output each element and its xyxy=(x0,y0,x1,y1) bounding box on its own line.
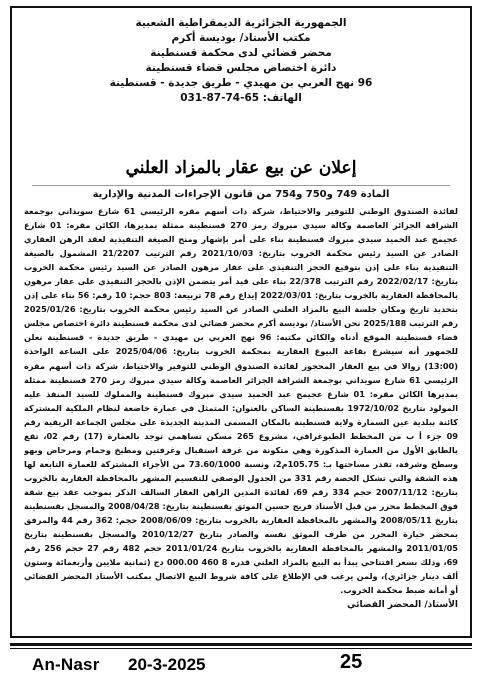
law-reference: المادة 749 و750 و754 من قانون الإجراءات المدنية والإدارية xyxy=(92,189,390,200)
issue-date: 20-3-2025 xyxy=(128,655,206,674)
header-line-bailiff: محضر قضائي لدى محكمة قسنطينة xyxy=(150,47,332,59)
header-line-jurisdiction: دائرة اختصاص مجلس قضاء قسنطينة xyxy=(145,62,337,74)
newspaper-footer xyxy=(10,643,472,693)
notice-header xyxy=(12,16,470,106)
header-line-phone: الهاتف: 65-74-87-031 xyxy=(180,92,302,104)
notice-body-text: لفائدة الصندوق الوطني للتوفير والاحتياط، شركة ذات أسهم مقره الرئيسي 61 شارع سويداني بوجمعة الشراقة الجزائر العاصمة وكالة سيدي مبروك رمز 270 قسنطينة ممثلة بمديرها، الكائن مقره: 01 شارع عجيمج عبد الحميد سيدي مبروك قسنطينة بناء على أمر بإشهار ومنح الصيغة التنفيذية لعقد الرهن العقاري الصادر عن السيد رئيس محكمة الخروب بتاريخ: 2021/10/03 رقم الترتيب 21/2207 المشمول بالصيغة التنفيذية بناء على إذن بتوقيع الحجز التنفيذي على عقار مرهون الصادر عن السيد رئيس محكمة الخروب بتاريخ: 2022/02/17 رقم الترتيب 22/378 بناء على قيد أمر يتضمن الإذن بالحجز التنفيذي على عقار مرهون بالمحافظة العقارية بالخروب بتاريخ: 2022/03/01 إيداع رقم 78 تربيعة: 803 حجم: 10 رقم: 56 بناء على إذن بتحديد تاريخ ومكان جلسة البيع بالمزاد العلني الصادر عن السيد رئيس محكمة الخروب بتاريخ: 2025/01/26 رقم الترتيب 2025/188 نحن الأستاذ/ بوديسة أكرم محضر قضائي لدى محكمة قسنطينة دائرة اختصاص مجلس قضاء قسنطينة الموقع أدناه والكائن مكتبه: 96 نهج العربي بن مهيدي - طريق جديدة - قسنطينة نعلن للجمهور أنه سيشرع بقاعة البيوع العقارية بمحكمة الخروب بتاريخ: 2025/04/06 على الساعة الواحدة (13:00) زوالا في بيع العقار المحجوز لفائدة الصندوق الوطني للتوفير والاحتياط، شركة ذات أسهم مقره الرئيسي 61 شارع سويداني بوجمعة الشراقة الجزائر العاصمة وكالة سيدي مبروك رمز 270 قسنطينة ممثلة بمديرها الكائن مقره: 01 شارع عجيمج عبد الحميد سيدي مبروك قسنطينة والمملوك للسيد المنفذ عليه المولود بتاريخ 1972/10/02 بقسنطينة الساكن بالعنوان: المتمثل في عمارة خاضعة لنظام الملكية المشتركة كائنة ببلدية عين السمارة ولاية قسنطينة بالمكان المسمى المدينة الجديدة على مجلس الجماعة الريفية رقم 09 جزء أ ب من المخطط الطبوغرافي، مشروع 265 مسكن تساهمي توجد بالعمارة (17) رقم 02، تقع بالطابق الأول من العمارة المذكورة وهي متكونة من غرفة استقبال وغرفتين ومطبخ وحمام ومرحاض وبهو وسطح وشرفة، تقدر مساحتها بـ: 105.75م2، ونسبة 73.60/1000 من الأجزاء المشتركة للعمارة التابعة لها هذه الشقة والتي تشكل الحصة رقم 331 من الجدول الوصفي للتقسيم المشهر بالمحافظة العقارية بالخروب بتاريخ: 2007/11/12 حجم 334 رقم 69، لفائدة المدين الراهن العقار السالف الذكر بموجب عقد بيع شقة فوق المخطط محرر من قبل الأستاذ فريج حسين الموثق بقسنطينة بتاريخ: 2008/04/28 والمسجل بقسنطينة بتاريخ 2008/05/11 والمشهر بالمحافظة العقارية بالخروب بتاريخ: 2008/06/09 حجم: 362 رقم 44 والمرفق بمحضر حيازة المحرر من طرف الموثق نفسه والصادر بتاريخ 2010/12/27 والمسجل بقسنطينة بتاريخ 2011/01/05 والمشهر بالمحافظة العقارية بالخروب بتاريخ 2011/01/24 حجم 482 رقم 27 حجم 256 رقم 69، وذلك بسعر افتتاحي يبدأ به البيع بالمزاد العلني قدره 8 460 000.00 دج (ثمانية ملايين وأربعمائة وستون ألف دينار جزائري)، ولمن يرغب في الإطلاع على كافة شروط البيع الاتصال بمكتب الأستاذ المحضر القضائي أو أمانة ضبط محكمة الخروب. xyxy=(24,206,458,596)
newspaper-name: An-Nasr xyxy=(32,655,100,674)
divider xyxy=(32,185,450,186)
page-number: 25 xyxy=(340,651,363,673)
footer-thick-rule xyxy=(10,643,472,646)
signature-line: الأستاذ/ المحضر القضائي xyxy=(347,600,458,610)
footer-thin-rule xyxy=(10,648,472,649)
header-line-address: 96 نهج العربي بن مهيدي - طريق جديدة - قسنطينة xyxy=(109,77,373,89)
header-line-office: مكتب الأستاذ/ بوديسة أكرم xyxy=(171,32,311,44)
header-line-republic: الجمهورية الجزائرية الديمقراطية الشعبية xyxy=(135,17,347,29)
notice-title: إعلان عن بيع عقار بالمزاد العلني xyxy=(125,158,357,178)
notice-frame xyxy=(10,6,472,638)
